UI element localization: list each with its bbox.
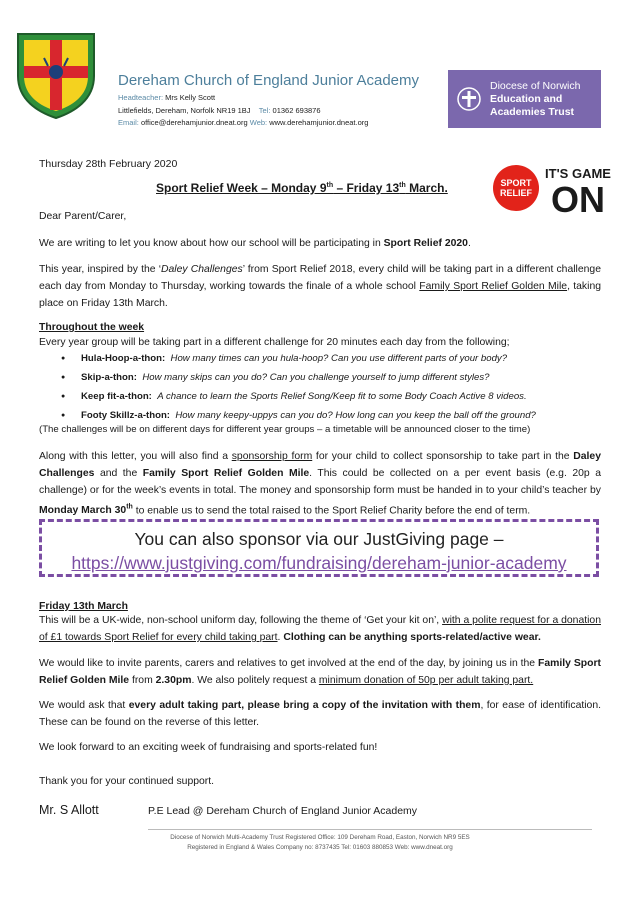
web-label: Web: [249, 118, 268, 127]
web: www.derehamjunior.dneat.org [269, 118, 369, 127]
challenges-note: (The challenges will be on different days for different year groups – a timetable will be announced closer to the time) [39, 424, 531, 435]
p2-text-e: , taking place on Friday 13th March. [39, 281, 601, 309]
challenge-name: Hula-Hoop-a-thon: [81, 353, 166, 364]
p3-date-sup: th [126, 504, 133, 511]
challenge-desc: How many times can you hula-hoop? Can you use different parts of your body? [170, 353, 508, 364]
cross-icon [456, 86, 482, 112]
justgiving-link[interactable]: https://www.justgiving.com/fundraising/dereham-junior-academy [71, 553, 567, 573]
challenge-desc: How many skips can you do? Can you challenge yourself to jump different styles? [142, 372, 490, 383]
paragraph-4 [39, 612, 601, 646]
list-item [39, 368, 601, 387]
paragraph-8: Thank you for your continued support. [39, 776, 215, 787]
tel-label: Tel: [258, 106, 271, 115]
p5-bold-time: 2.30pm [155, 675, 192, 686]
logo-text-on: ON [551, 179, 605, 216]
p3-text-e: and the [94, 468, 143, 479]
p4-text-c: . [277, 632, 284, 643]
email: office@derehamjunior.dneat.org [140, 118, 248, 127]
p2-underline: Family Sport Relief Golden Mile [419, 281, 568, 292]
list-item [39, 349, 601, 368]
p6-text-a: We would ask that [39, 700, 129, 711]
school-crest-logo [14, 30, 98, 120]
p3-text-c: for your child to collect sponsorship to take part in the [312, 451, 574, 462]
letter-date: Thursday 28th February 2020 [39, 158, 178, 170]
paragraph-1 [39, 235, 601, 252]
challenge-name: Keep fit-a-thon: [81, 391, 152, 402]
p4-underline: with a polite request for a donation of £1 towards Sport Relief for every child taking part [39, 615, 601, 643]
list-item [39, 387, 601, 406]
challenge-name: Skip-a-thon: [81, 372, 137, 383]
challenge-list [39, 349, 601, 425]
p3-text-i: to enable us to send the total raised to the Sport Relief Charity before the end of term. [132, 505, 531, 517]
paragraph-5 [39, 655, 601, 689]
school-name: Dereham Church of England Junior Academy [118, 72, 419, 89]
challenge-desc: How many keepy-uppys can you do? How long can you keep the ball off the ground? [175, 410, 536, 421]
justgiving-text: You can also sponsor via our JustGiving page – [134, 529, 504, 549]
justgiving-box [39, 519, 599, 577]
headteacher-name: Mrs Kelly Scott [165, 93, 216, 102]
title-part-b: – Friday 13 [333, 181, 400, 195]
p6-bold: every adult taking part, please bring a copy of the invitation with them [128, 700, 481, 711]
title-part-c: March. [405, 181, 448, 195]
p5-text-c: from [129, 675, 156, 686]
p3-text-a: Along with this letter, you will also find a [39, 451, 232, 462]
logo-text-sport: SPORT [500, 178, 532, 188]
p4-text-a: This will be a UK-wide, non-school uniform day, following the theme of ‘Get your kit on’, [39, 615, 443, 626]
p1-bold: Sport Relief 2020 [383, 238, 468, 249]
headteacher-line [118, 93, 215, 102]
tel: 01362 693876 [272, 106, 321, 115]
p3-bold-d: Daley Challenges [39, 451, 601, 479]
signature-role: P.E Lead @ Dereham Church of England Junior Academy [148, 805, 418, 817]
p3-bold-f: Family Sport Relief Golden Mile [142, 468, 310, 479]
paragraph-6 [39, 697, 601, 731]
p5-text-e: . We also politely request a [191, 675, 319, 686]
p5-text-a: We would like to invite parents, carers and relatives to get involved at the end of the day, by joining us in the [39, 658, 539, 669]
p1-text: We are writing to let you know about how our school will be participating in [39, 238, 384, 249]
title-sup-1: th [326, 182, 334, 189]
title-part-a: Sport Relief Week – Monday 9 [156, 181, 327, 195]
diocese-line2: Education and [490, 92, 563, 105]
footer-divider [148, 829, 592, 830]
diocese-line3: Academies Trust [490, 105, 575, 118]
p5-underline: minimum donation of 50p per adult taking part. [318, 675, 534, 686]
p2-italic: Daley Challenges [161, 264, 243, 275]
logo-text-relief: RELIEF [499, 188, 533, 198]
challenge-desc: A chance to learn the Sports Relief Song/Keep fit to some Body Coach Active 8 videos. [157, 391, 527, 402]
letter-title [156, 181, 448, 195]
footer-line1: Diocese of Norwich Multi-Academy Trust Registered Office: 109 Dereham Road, Easton, Norwich NR9 5ES [170, 834, 470, 841]
p6-text-c: , for ease of identification. These can be found on the reverse of this letter. [39, 700, 601, 728]
sponsorship-form-link: sponsorship form [231, 451, 313, 462]
paragraph-2 [39, 261, 601, 312]
paragraph-3 [39, 448, 601, 519]
week-heading: Throughout the week [39, 322, 145, 333]
footer-line2: Registered in England & Wales Company no: 8737435 Tel: 01603 880853 Web: www.dneat.org [187, 844, 453, 851]
p3-bold-date: Monday March 30 [39, 505, 127, 517]
email-label: Email: [118, 118, 139, 127]
p3-text-g: . This could be collected on a per event basis (e.g. 20p a challenge) or for the week’s events in total. The money and sponsorship form must be handed in to your child’s teacher by [39, 468, 601, 496]
logo-text-its-game: IT'S GAME [545, 166, 611, 181]
p1-end: . [467, 238, 471, 249]
p2-text-c: ’ from Sport Relief 2018, every child will be taking part in a different challenge each day from Monday to Thursday, working towards the finale of a whole school [39, 264, 601, 292]
diocese-line1: Diocese of Norwich [490, 79, 581, 92]
address-line [118, 106, 321, 115]
title-sup-2: th [399, 182, 406, 189]
contact-line [118, 118, 368, 127]
friday-heading: Friday 13th March [39, 601, 128, 612]
address: Littlefields, Dereham, Norfolk NR19 1BJ [118, 106, 251, 115]
challenge-name: Footy Skillz-a-thon: [81, 410, 170, 421]
diocese-logo [448, 70, 601, 128]
headteacher-label: Headteacher: [118, 93, 164, 102]
paragraph-7: We look forward to an exciting week of fundraising and sports-related fun! [39, 742, 378, 753]
p2-text-a: This year, inspired by the ‘ [39, 264, 162, 275]
signature-name: Mr. S Allott [39, 803, 99, 817]
p4-bold: Clothing can be anything sports-related/active wear. [283, 632, 541, 643]
week-intro: Every year group will be taking part in a different challenge for 20 minutes each day from the following; [39, 337, 510, 348]
salutation: Dear Parent/Carer, [39, 211, 127, 222]
p5-bold-b: Family Sport Relief Golden Mile [39, 658, 602, 686]
